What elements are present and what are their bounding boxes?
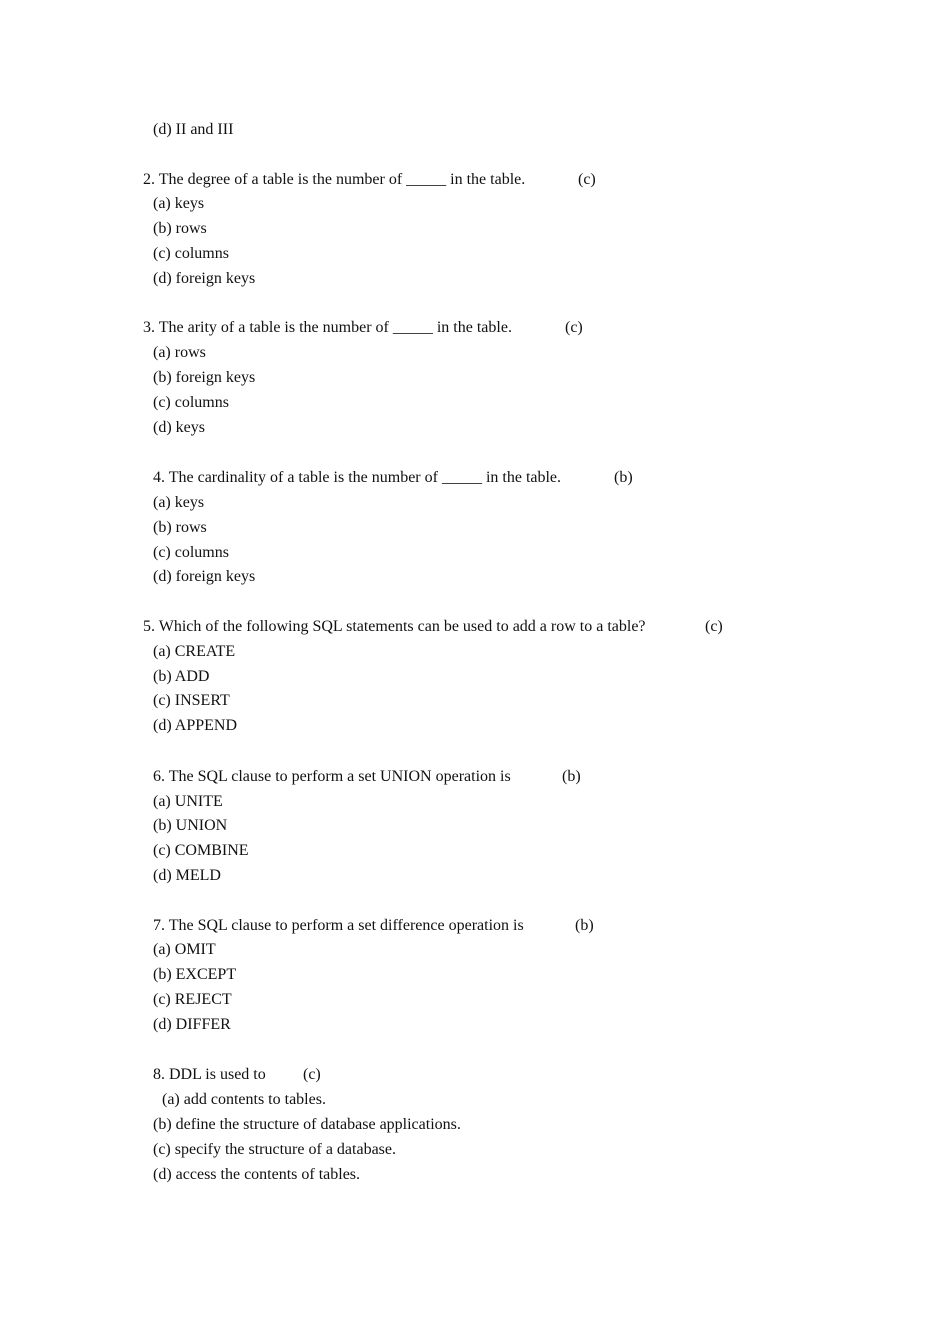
question-6-option-d: (d) MELD xyxy=(153,867,221,884)
question-7-option-c: (c) REJECT xyxy=(153,991,232,1008)
question-7-answer: (b) xyxy=(575,917,594,934)
question-5-option-a: (a) CREATE xyxy=(153,643,236,660)
question-8-option-b: (b) define the structure of database applications. xyxy=(153,1116,461,1133)
question-8-option-d: (d) access the contents of tables. xyxy=(153,1166,361,1183)
question-8-option-c: (c) specify the structure of a database. xyxy=(153,1141,396,1158)
question-7-option-a: (a) OMIT xyxy=(153,941,216,958)
question-3-option-d: (d) keys xyxy=(153,419,205,436)
question-7-text: 7. The SQL clause to perform a set difference operation is xyxy=(153,917,524,934)
question-5-option-b: (b) ADD xyxy=(153,668,210,685)
question-6-answer: (b) xyxy=(562,768,581,785)
question-2-option-c: (c) columns xyxy=(153,245,229,262)
question-4-option-c: (c) columns xyxy=(153,544,229,561)
question-2-option-b: (b) rows xyxy=(153,220,207,237)
question-5-answer: (c) xyxy=(705,618,723,635)
question-4-text: 4. The cardinality of a table is the number of _____ in the table. xyxy=(153,469,562,486)
question-6-text: 6. The SQL clause to perform a set UNION operation is xyxy=(153,768,511,785)
question-6-option-c: (c) COMBINE xyxy=(153,842,249,859)
leading-option: (d) II and III xyxy=(153,121,234,138)
question-2-option-d: (d) foreign keys xyxy=(153,270,256,287)
question-7-option-b: (b) EXCEPT xyxy=(153,966,237,983)
question-5-option-c: (c) INSERT xyxy=(153,692,230,709)
question-2-text: 2. The degree of a table is the number of _____ in the table. xyxy=(143,171,526,188)
question-6-option-b: (b) UNION xyxy=(153,817,228,834)
question-2-answer: (c) xyxy=(578,171,596,188)
question-3-option-c: (c) columns xyxy=(153,394,229,411)
question-3-option-a: (a) rows xyxy=(153,344,206,361)
question-8-text: 8. DDL is used to xyxy=(153,1066,266,1083)
question-4-option-d: (d) foreign keys xyxy=(153,568,256,585)
question-3-text: 3. The arity of a table is the number of _____ in the table. xyxy=(143,319,512,336)
question-4-option-b: (b) rows xyxy=(153,519,207,536)
question-5-text: 5. Which of the following SQL statements can be used to add a row to a table? xyxy=(143,618,646,635)
question-3-answer: (c) xyxy=(565,319,583,336)
question-5-option-d: (d) APPEND xyxy=(153,717,238,734)
question-8-answer: (c) xyxy=(303,1066,321,1083)
question-4-option-a: (a) keys xyxy=(153,494,205,511)
question-4-answer: (b) xyxy=(614,469,633,486)
question-6-option-a: (a) UNITE xyxy=(153,793,223,810)
question-2-option-a: (a) keys xyxy=(153,195,205,212)
question-8-option-a: (a) add contents to tables. xyxy=(162,1091,326,1108)
question-3-option-b: (b) foreign keys xyxy=(153,369,256,386)
question-7-option-d: (d) DIFFER xyxy=(153,1016,231,1033)
